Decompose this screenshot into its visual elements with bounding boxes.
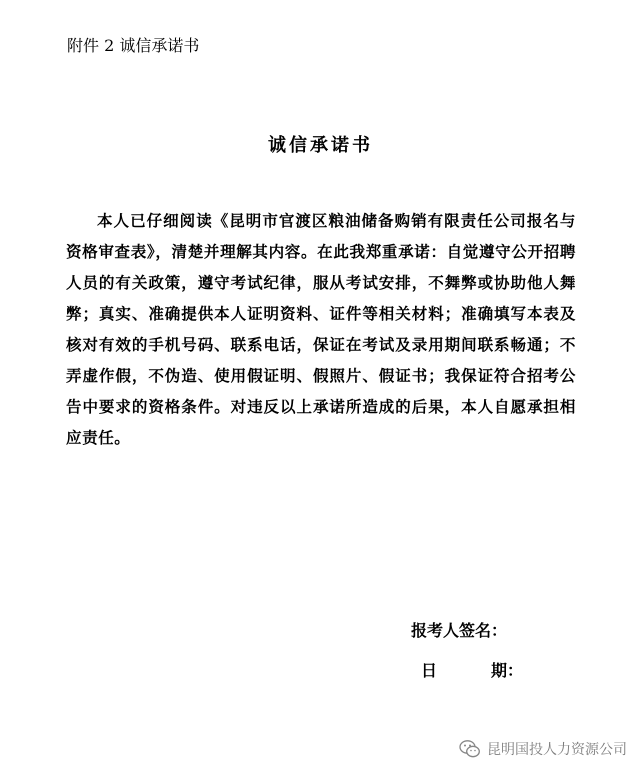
date-row	[421, 660, 523, 682]
watermark	[459, 739, 627, 759]
attachment-label: 附件 2 诚信承诺书	[67, 36, 200, 55]
date-label-second: 期：	[491, 661, 524, 680]
wechat-icon	[459, 739, 481, 759]
date-label-first: 日	[421, 661, 438, 680]
signer-label: 报考人签名：	[411, 621, 508, 640]
page-title: 诚信承诺书	[268, 135, 373, 156]
pledge-body: 本人已仔细阅读《昆明市官渡区粮油储备购销有限责任公司报名与资格审查表》，清楚并理解其内容。在此我郑重承诺：自觉遵守公开招聘人员的有关政策，遵守考试纪律，服从考试安排，不舞弊或协助他人舞弊；真实、准确提供本人证明资料、证件等相关材料；准确填写本表及核对有效的手机号码、联系电话，保证在考试及录用期间联系畅通；不弄虚作假，不伪造、使用假证明、假照片、假证书；我保证符合招考公告中要求的资格条件。对违反以上承诺所造成的后果，本人自愿承担相应责任。	[66, 211, 576, 447]
watermark-text: 昆明国投人力资源公司	[487, 742, 627, 758]
